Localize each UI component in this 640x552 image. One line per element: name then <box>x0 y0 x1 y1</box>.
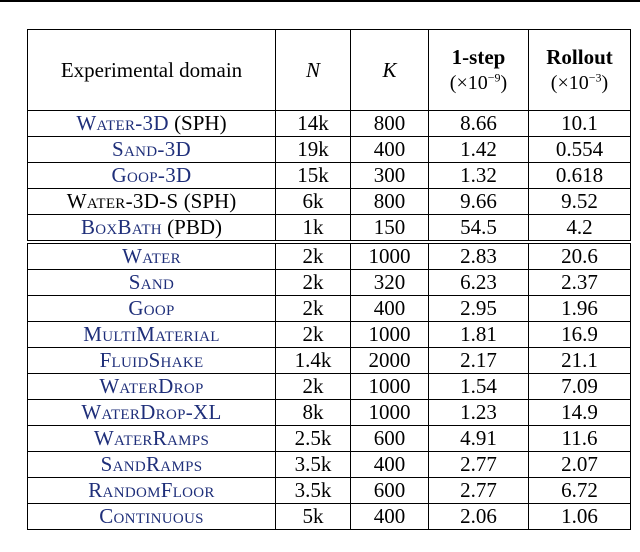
cell-rollout: 1.96 <box>529 296 631 322</box>
cell-rollout: 2.37 <box>529 270 631 296</box>
table-row <box>28 348 631 374</box>
cell-k: 800 <box>351 189 429 215</box>
table-row <box>28 426 631 452</box>
header-rollout-unit-exp: −3 <box>588 70 602 85</box>
cell-n: 15k <box>276 163 351 189</box>
table-row <box>28 189 631 215</box>
domain-link[interactable]: Continuous <box>99 504 204 528</box>
header-rollout-unit-close: ) <box>601 72 609 94</box>
header-domain: Experimental domain <box>28 30 276 111</box>
cell-1-step: 8.66 <box>429 111 529 137</box>
header-1-step-unit-close: ) <box>500 72 508 94</box>
cell-n: 2k <box>276 242 351 270</box>
results-table <box>27 29 631 530</box>
header-rollout-unit-base: (×10 <box>550 72 589 94</box>
cell-n: 8k <box>276 400 351 426</box>
domain-link[interactable]: WaterDrop-XL <box>81 400 222 424</box>
cell-rollout: 21.1 <box>529 348 631 374</box>
header-1-step-unit <box>429 70 528 96</box>
cell-domain <box>28 374 276 400</box>
table-row <box>28 163 631 189</box>
header-1-step-unit-exp: −9 <box>487 70 501 85</box>
domain-link[interactable]: FluidShake <box>99 348 204 372</box>
cell-domain <box>28 242 276 270</box>
cell-k: 400 <box>351 452 429 478</box>
cell-1-step: 6.23 <box>429 270 529 296</box>
domain-link[interactable]: Water-3D <box>76 111 169 135</box>
cell-rollout: 7.09 <box>529 374 631 400</box>
cell-n: 19k <box>276 137 351 163</box>
domain-link[interactable]: WaterRamps <box>93 426 210 450</box>
cell-domain <box>28 270 276 296</box>
cell-k: 1000 <box>351 374 429 400</box>
header-rollout <box>529 30 631 111</box>
header-row <box>28 30 631 111</box>
cell-n: 2k <box>276 374 351 400</box>
cell-rollout: 0.618 <box>529 163 631 189</box>
cell-rollout: 9.52 <box>529 189 631 215</box>
domain-method: (SPH) <box>178 189 237 213</box>
cell-1-step: 54.5 <box>429 215 529 243</box>
table-row <box>28 242 631 270</box>
cell-1-step: 2.17 <box>429 348 529 374</box>
table-row <box>28 270 631 296</box>
cell-n: 5k <box>276 504 351 530</box>
cell-1-step: 2.83 <box>429 242 529 270</box>
top-rule <box>0 0 640 2</box>
domain-link[interactable]: Goop <box>128 296 175 320</box>
cell-n: 14k <box>276 111 351 137</box>
domain-method: (SPH) <box>168 111 227 135</box>
domain-link[interactable]: SandRamps <box>100 452 203 476</box>
cell-domain <box>28 400 276 426</box>
cell-n: 2k <box>276 322 351 348</box>
cell-1-step: 1.32 <box>429 163 529 189</box>
header-k-label: K <box>382 58 397 82</box>
table-row <box>28 296 631 322</box>
cell-rollout: 14.9 <box>529 400 631 426</box>
cell-k: 600 <box>351 478 429 504</box>
cell-domain <box>28 215 276 243</box>
table-row <box>28 322 631 348</box>
table-row <box>28 504 631 530</box>
cell-1-step: 1.54 <box>429 374 529 400</box>
domain-link[interactable]: Water <box>122 244 181 268</box>
cell-1-step: 2.06 <box>429 504 529 530</box>
domain-link[interactable]: Sand <box>128 270 175 294</box>
cell-k: 300 <box>351 163 429 189</box>
cell-n: 3.5k <box>276 478 351 504</box>
cell-n: 2.5k <box>276 426 351 452</box>
cell-domain <box>28 348 276 374</box>
cell-rollout: 16.9 <box>529 322 631 348</box>
domain-link[interactable]: Goop-3D <box>111 163 192 187</box>
cell-k: 400 <box>351 504 429 530</box>
cell-rollout: 2.07 <box>529 452 631 478</box>
cell-domain <box>28 296 276 322</box>
cell-k: 800 <box>351 111 429 137</box>
cell-k: 1000 <box>351 400 429 426</box>
cell-domain <box>28 189 276 215</box>
table-row <box>28 400 631 426</box>
domain-link[interactable]: WaterDrop <box>99 374 204 398</box>
header-n <box>276 30 351 111</box>
cell-1-step: 2.95 <box>429 296 529 322</box>
cell-rollout: 6.72 <box>529 478 631 504</box>
cell-rollout: 20.6 <box>529 242 631 270</box>
cell-1-step: 9.66 <box>429 189 529 215</box>
table-row <box>28 111 631 137</box>
header-1-step-unit-base: (×10 <box>449 72 488 94</box>
cell-domain <box>28 137 276 163</box>
domain-link[interactable]: MultiMaterial <box>83 322 220 346</box>
header-rollout-unit <box>529 70 630 96</box>
header-1-step-label: 1-step <box>451 45 506 69</box>
cell-rollout: 10.1 <box>529 111 631 137</box>
domain-link[interactable]: Sand-3D <box>112 137 191 161</box>
domain-name: Water-3D-S <box>66 189 179 213</box>
cell-domain <box>28 163 276 189</box>
cell-k: 1000 <box>351 242 429 270</box>
cell-n: 1k <box>276 215 351 243</box>
table-row <box>28 452 631 478</box>
cell-rollout: 1.06 <box>529 504 631 530</box>
table-row <box>28 215 631 243</box>
cell-n: 6k <box>276 189 351 215</box>
cell-n: 1.4k <box>276 348 351 374</box>
cell-k: 1000 <box>351 322 429 348</box>
cell-k: 400 <box>351 137 429 163</box>
domain-method: (PBD) <box>161 215 223 239</box>
cell-k: 600 <box>351 426 429 452</box>
header-n-label: N <box>305 58 320 82</box>
domain-link[interactable]: BoxBath <box>80 215 162 239</box>
cell-1-step: 1.42 <box>429 137 529 163</box>
cell-k: 320 <box>351 270 429 296</box>
cell-domain <box>28 504 276 530</box>
cell-1-step: 2.77 <box>429 452 529 478</box>
cell-k: 2000 <box>351 348 429 374</box>
cell-1-step: 2.77 <box>429 478 529 504</box>
domain-link[interactable]: RandomFloor <box>88 478 215 502</box>
header-k <box>351 30 429 111</box>
cell-k: 150 <box>351 215 429 243</box>
cell-rollout: 4.2 <box>529 215 631 243</box>
cell-n: 2k <box>276 296 351 322</box>
cell-domain <box>28 478 276 504</box>
header-1-step <box>429 30 529 111</box>
cell-rollout: 0.554 <box>529 137 631 163</box>
cell-domain <box>28 322 276 348</box>
cell-domain <box>28 452 276 478</box>
cell-1-step: 1.23 <box>429 400 529 426</box>
cell-rollout: 11.6 <box>529 426 631 452</box>
table-row <box>28 137 631 163</box>
cell-k: 400 <box>351 296 429 322</box>
cell-1-step: 4.91 <box>429 426 529 452</box>
cell-domain <box>28 426 276 452</box>
header-rollout-label: Rollout <box>546 45 613 69</box>
cell-n: 3.5k <box>276 452 351 478</box>
table-row <box>28 478 631 504</box>
cell-1-step: 1.81 <box>429 322 529 348</box>
table-row <box>28 374 631 400</box>
cell-domain <box>28 111 276 137</box>
cell-n: 2k <box>276 270 351 296</box>
